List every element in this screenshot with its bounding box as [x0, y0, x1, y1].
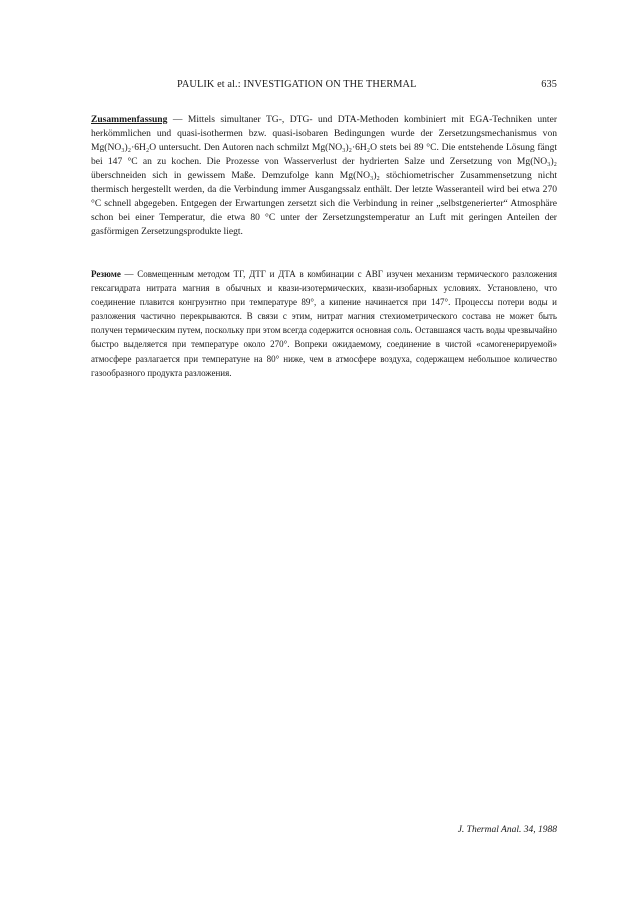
abstract-russian-paragraph — [91, 267, 557, 380]
abstract-german-paragraph — [91, 113, 557, 239]
abstract-russian — [91, 267, 557, 380]
abstract-russian-text: Совмещенным методом ТГ, ДТГ и ДТА в комбинации с АВГ изучен механизм термического разложения гексагидрата нитрата магния в обычных и квази-изотермических, квази-изобарных условиях. Установлено, что соединение плавится конгруэнтно при температуре 89°, а кипение начинается при 147°. Процессы потери воды и разложения частично перекрываются. В связи с этим, нитрат магния стехиометрического состава не может быть получен термическим путем, поскольку при этом всегда содержится основная соль. Оставшаяся часть воды чрезвычайно быстро выделяется при температуре около 270°. Вопреки ожидаемому, соединение в чистой «самогенерируемой» атмосфере разлагается при температуне на 80° ниже, чем в атмосфере воздуха, содержащем небольшое количество газообразного продукта разложения. — [91, 269, 558, 378]
abstract-german — [91, 113, 557, 239]
running-title: PAULIK et al.: INVESTIGATION ON THE THERMAL — [177, 79, 417, 90]
abstract-russian-dash: — — [120, 269, 138, 279]
abstract-german-dash: — — [167, 114, 188, 125]
abstract-german-text: Mittels simultaner TG-, DTG- und DTA-Methoden kombiniert mit EGA-Techniken unter herkömmlichen und quasi-isothermen bzw. quasi-isobaren Bedingungen wurde der Zersetzungsmechanismus von Mg(NO₃)₂·6H₂O untersucht. Den Autoren nach schmilzt Mg(NO₃)₂·6H₂O stets bei 89 °C. Die entstehende Lösung fängt bei 147 °C an zu kochen. Die Prozesse von Wasserverlust der hydrierten Salze und Zersetzung von Mg(NO₃)₂ überschneiden sich in gewissem Maße. Demzufolge kann Mg(NO₃)₂ stöchiometrischer Zusammensetzung nicht thermisch hergestellt werden, da die Verbindung immer Ausgangssalz enthält. Der letzte Wasseranteil wird bei etwa 270 °C schnell abgegeben. Entgegen der Erwartungen zersetzt sich die Verbindung in reiner „selbstgenerierter“ Atmosphäre schon bei einer Temperatur, die etwa 80 °C unter der Zersetzungstemperatur an Luft mit geringen Anteilen der gasförmigen Zersetzungsprodukte liegt. — [91, 114, 557, 238]
journal-reference: J. Thermal Anal. 34, 1988 — [457, 825, 557, 835]
page-number: 635 — [541, 79, 557, 90]
abstract-russian-label: Резюме — [91, 269, 121, 279]
abstract-german-label: Zusammenfassung — [91, 114, 168, 125]
